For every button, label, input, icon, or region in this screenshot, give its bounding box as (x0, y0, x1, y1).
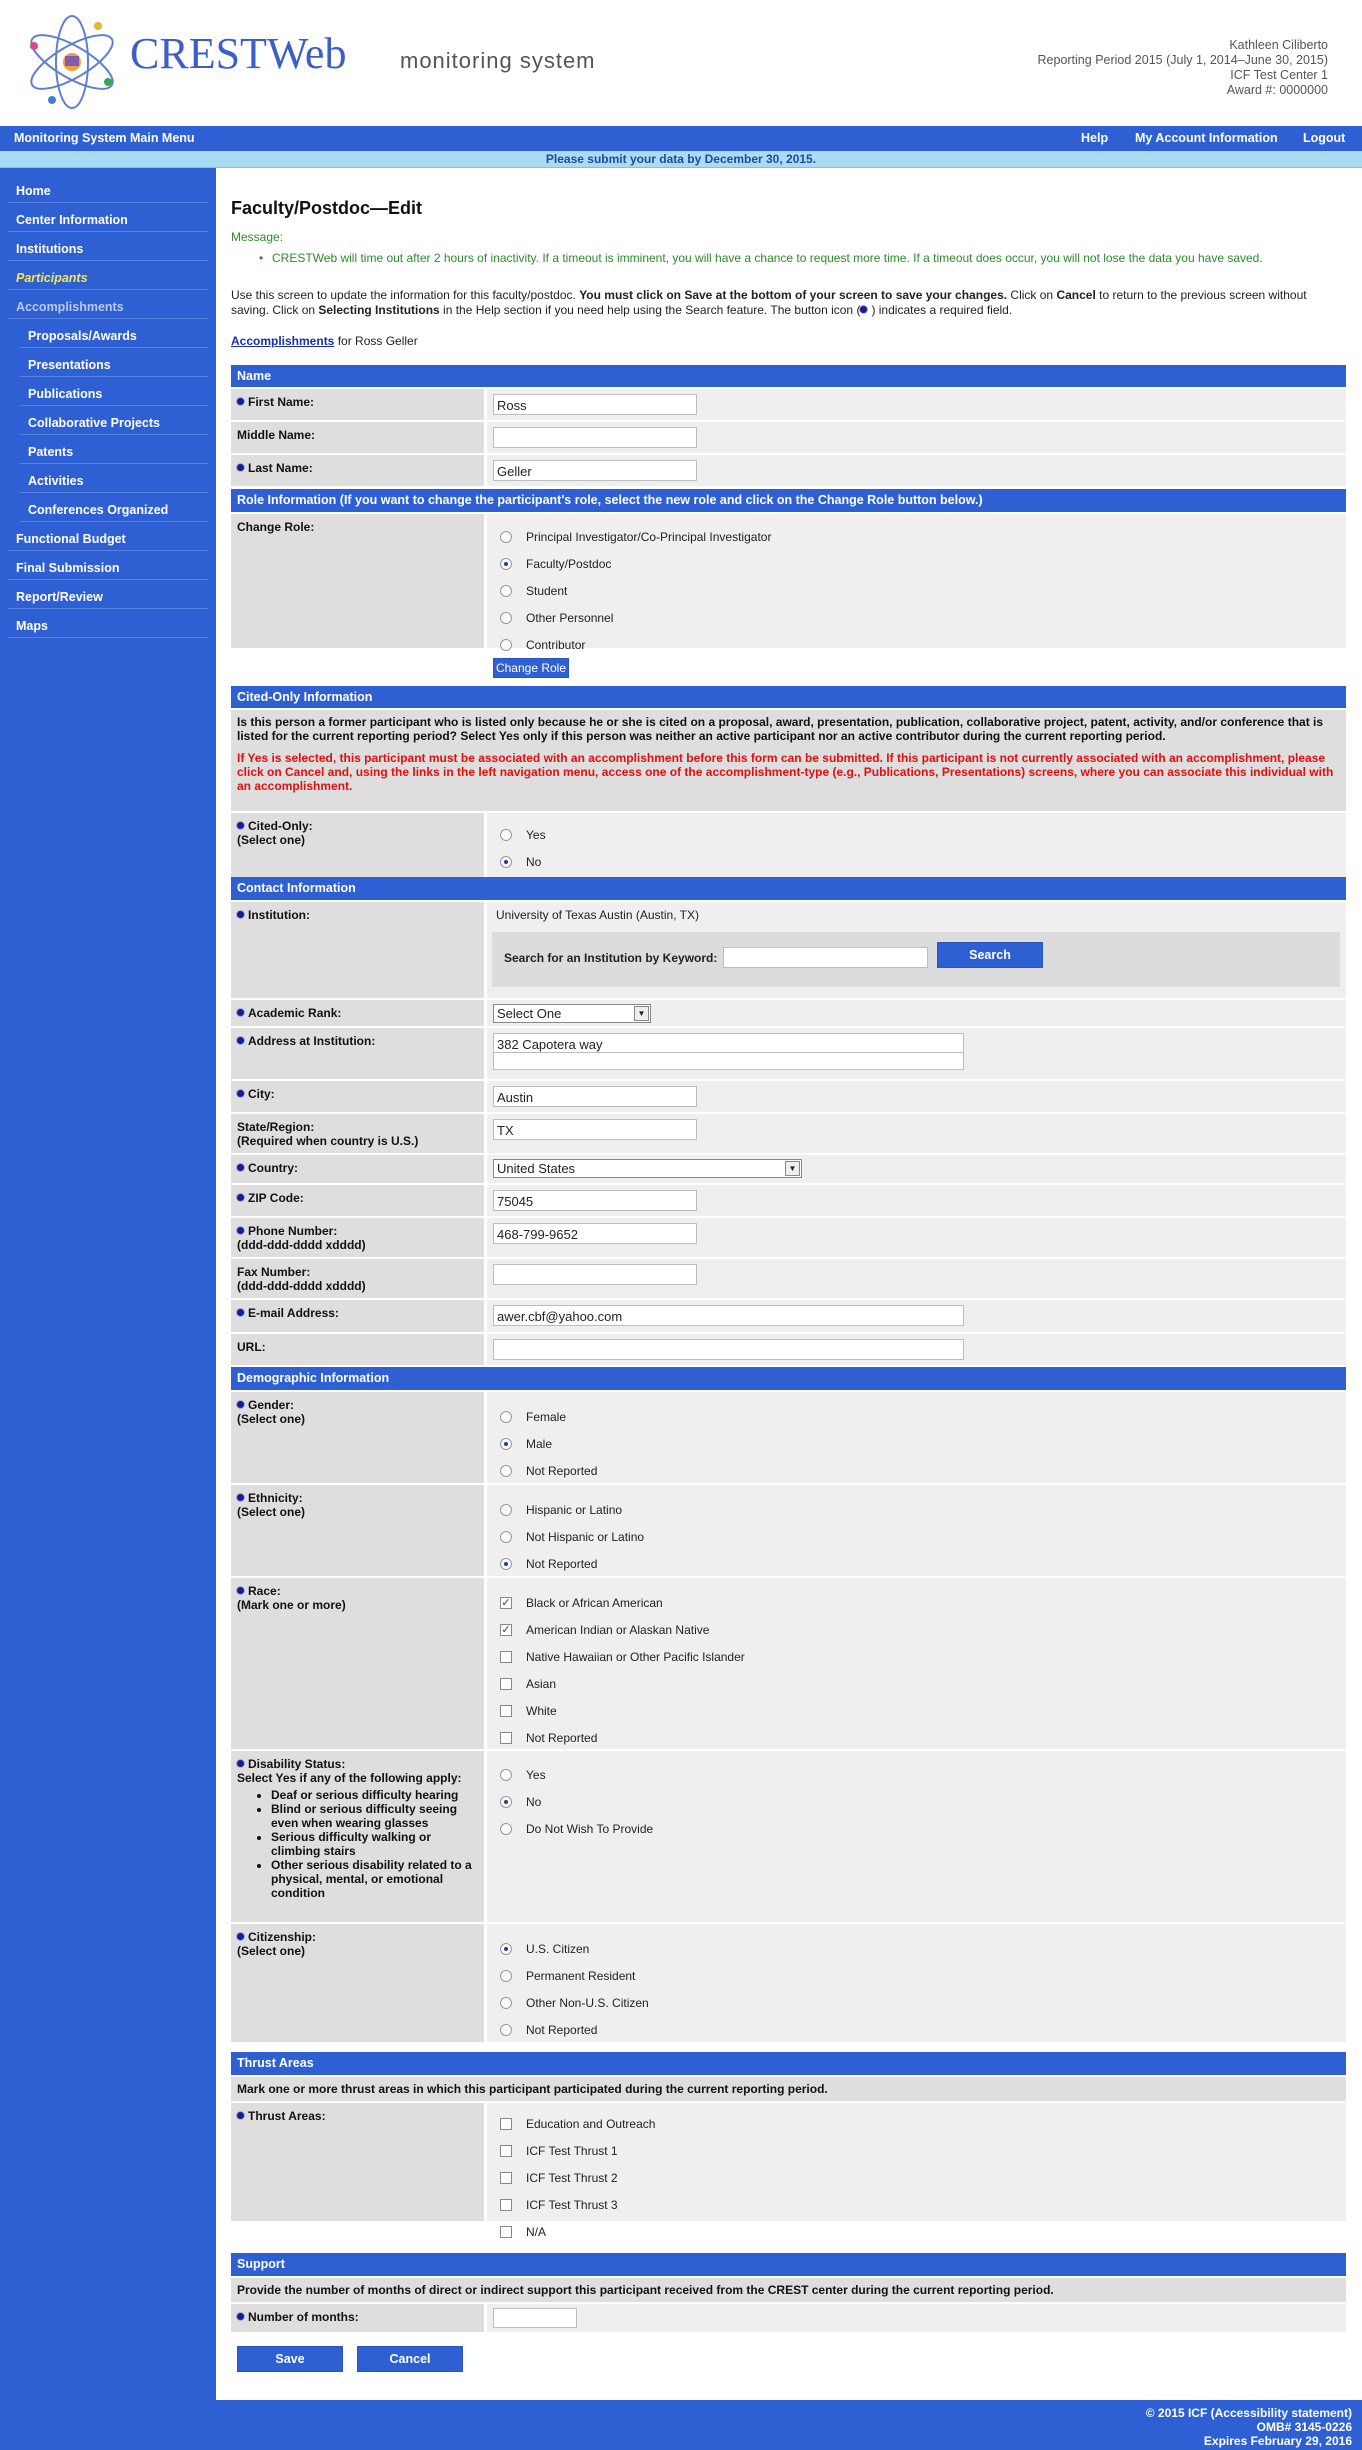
country-select[interactable] (493, 1159, 802, 1178)
required-icon (237, 908, 248, 922)
race-option-label: American Indian or Alaskan Native (526, 1623, 710, 1637)
race-option-label: Asian (526, 1677, 557, 1691)
intro-part: ) indicates a required field. (871, 303, 1013, 317)
cited-warning: If Yes is selected, this participant must be associated with an accomplishment before this form can be submitted. If this participant is not currently associated with an accomplishment, please click on Cancel and, using the links in the left navigation menu, access one of the accomplishment-type (e.g., Publications, Presentations) screens, where you can associate this individual with an accomplishment. (237, 751, 1334, 793)
citizenship-label (231, 1924, 484, 2042)
cited-option-label: Yes (526, 828, 546, 842)
race-label (231, 1578, 484, 1749)
zip-input[interactable]: 75045 (493, 1190, 697, 1211)
intro-bold: Selecting Institutions (318, 303, 440, 317)
radio-button[interactable] (500, 531, 512, 543)
radio-button-selected[interactable] (500, 1438, 512, 1450)
disability-option-label: No (526, 1795, 542, 1809)
required-icon (237, 395, 248, 409)
state-label (231, 1114, 484, 1153)
radio-button-selected[interactable] (500, 1943, 512, 1955)
email-input[interactable]: awer.cbf@yahoo.com (493, 1305, 964, 1326)
address-line1-input[interactable]: 382 Capotera way (493, 1033, 964, 1054)
citizenship-sub: (Select one) (237, 1944, 306, 1958)
race-option-label: Native Hawaiian or Other Pacific Islander (526, 1650, 745, 1664)
checkbox[interactable] (500, 2118, 512, 2130)
change-role-label: Change Role: (231, 514, 484, 648)
ethnicity-option-label: Not Hispanic or Latino (526, 1530, 645, 1544)
ethnicity-label-text: Ethnicity: (248, 1491, 303, 1505)
disability-label-text: Disability Status: (248, 1757, 346, 1771)
cited-only-label (231, 813, 484, 879)
fax-label-text: Fax Number: (237, 1265, 311, 1279)
url-input[interactable] (493, 1339, 964, 1360)
required-icon (237, 1584, 248, 1598)
radio-button[interactable] (500, 1769, 512, 1781)
accomplishments-link[interactable]: Accomplishments (231, 334, 335, 348)
role-option-label: Contributor (526, 638, 586, 652)
award-number: Award #: 0000000 (1226, 83, 1328, 97)
months-label-text: Number of months: (248, 2310, 359, 2324)
center-name: ICF Test Center 1 (1230, 68, 1328, 82)
sidebar-item-collaborative-projects[interactable]: Collaborative Projects (20, 410, 208, 435)
citizenship-option-label: Not Reported (526, 2023, 598, 2037)
radio-button-selected[interactable] (500, 1558, 512, 1570)
race-option-label: Not Reported (526, 1731, 598, 1745)
page-title: Faculty/Postdoc—Edit (231, 198, 423, 218)
checkbox[interactable] (500, 2199, 512, 2211)
my-account-link[interactable]: My Account Information (1135, 131, 1278, 145)
sidebar-item-participants[interactable]: Participants (8, 265, 208, 290)
zip-label-text: ZIP Code: (248, 1191, 304, 1205)
disability-cell (487, 1751, 1346, 1922)
checkbox[interactable] (500, 1678, 512, 1690)
required-icon (237, 1757, 248, 1771)
chevron-down-icon[interactable]: ▼ (634, 1006, 649, 1021)
sidebar-item-center-info[interactable]: Center Information (8, 207, 208, 232)
checkbox[interactable] (500, 2172, 512, 2184)
institution-search-button[interactable]: Search (937, 942, 1043, 968)
cited-only-label-text: Cited-Only: (248, 819, 313, 833)
address-label (231, 1028, 484, 1079)
required-icon (237, 819, 248, 833)
last-name-label (231, 455, 484, 486)
cited-only-sub: (Select one) (237, 833, 306, 847)
accomplishments-for: for Ross Geller (334, 334, 418, 348)
radio-button[interactable] (500, 585, 512, 597)
disability-criteria-list (237, 1788, 478, 1900)
radio-button[interactable] (500, 1823, 512, 1835)
phone-label (231, 1218, 484, 1257)
middle-name-label: Middle Name: (231, 422, 484, 453)
ethnicity-label (231, 1485, 484, 1576)
middle-name-input[interactable] (493, 427, 697, 448)
citizenship-cell (487, 1924, 1346, 2042)
email-label-text: E-mail Address: (248, 1306, 339, 1320)
city-input[interactable]: Austin (493, 1086, 697, 1107)
race-option-label: Black or African American (526, 1596, 663, 1610)
checkbox[interactable] (500, 1651, 512, 1663)
race-label-text: Race: (248, 1584, 281, 1598)
email-label (231, 1300, 484, 1332)
state-label-text: State/Region: (237, 1120, 315, 1134)
chevron-down-icon[interactable]: ▼ (785, 1161, 800, 1176)
omb-number: OMB# 3145-0226 (1256, 2420, 1352, 2434)
country-label (231, 1155, 484, 1183)
institution-value: University of Texas Austin (Austin, TX) (496, 908, 699, 922)
section-role-header: Role Information (If you want to change the participant's role, select the new role and click on the Change Role button below.) (231, 489, 1346, 512)
disability-criterion: • Other serious disability related to a physical, mental, or emotional condition (271, 1858, 478, 1900)
academic-rank-label-text: Academic Rank: (248, 1006, 342, 1020)
required-icon (237, 1930, 248, 1944)
radio-button-selected[interactable] (500, 558, 512, 570)
help-link[interactable]: Help (1081, 131, 1109, 145)
page-header (0, 0, 1362, 126)
checkbox[interactable] (500, 2226, 512, 2238)
citizenship-option-label: Permanent Resident (526, 1969, 636, 1983)
required-icon (237, 1191, 248, 1205)
gender-cell (487, 1392, 1346, 1483)
sidebar-item-functional-budget[interactable]: Functional Budget (8, 526, 208, 551)
gender-label (231, 1392, 484, 1483)
first-name-label-text: First Name: (248, 395, 315, 409)
brand-subtitle: monitoring system (400, 48, 596, 73)
radio-button[interactable] (500, 1411, 512, 1423)
main-content (216, 168, 1362, 2400)
radio-button[interactable] (500, 829, 512, 841)
role-option-label: Student (526, 584, 568, 598)
institution-label-text: Institution: (248, 908, 310, 922)
months-label (231, 2304, 484, 2332)
academic-rank-label (231, 1000, 484, 1026)
citizenship-option-label: Other Non-U.S. Citizen (526, 1996, 649, 2010)
sidebar-item-accomplishments: Accomplishments (8, 294, 208, 319)
race-sub: (Mark one or more) (237, 1598, 346, 1612)
country-value: United States (497, 1161, 576, 1176)
race-option-label: White (526, 1704, 557, 1718)
state-input[interactable]: TX (493, 1119, 697, 1140)
ethnicity-sub: (Select one) (237, 1505, 306, 1519)
required-icon (237, 1006, 248, 1020)
citizenship-label-text: Citizenship: (248, 1930, 316, 1944)
message-label: Message: (231, 230, 284, 244)
disability-criterion: • Blind or serious difficulty seeing even when wearing glasses (271, 1802, 478, 1830)
required-icon (237, 1224, 248, 1238)
city-label (231, 1081, 484, 1112)
first-name-label (231, 389, 484, 420)
radio-button[interactable] (500, 639, 512, 651)
ethnicity-option-label: Not Reported (526, 1557, 598, 1571)
intro-bold: Cancel (1056, 288, 1096, 302)
academic-rank-value: Select One (497, 1006, 562, 1021)
cancel-button[interactable]: Cancel (357, 2346, 463, 2372)
fax-label (231, 1259, 484, 1298)
first-name-input[interactable]: Ross (493, 394, 697, 415)
institution-search-input[interactable] (723, 947, 928, 968)
required-icon (237, 1034, 248, 1048)
ethnicity-option-label: Hispanic or Latino (526, 1503, 623, 1517)
radio-button[interactable] (500, 1970, 512, 1982)
intro-part: Click on (1007, 288, 1057, 302)
radio-button-selected[interactable] (500, 856, 512, 868)
academic-rank-select[interactable] (493, 1004, 651, 1023)
checkbox-checked[interactable]: ✓ (501, 1624, 511, 1636)
sidebar-nav (0, 168, 216, 2400)
thrust-option-label: Education and Outreach (526, 2117, 656, 2131)
last-name-label-text: Last Name: (248, 461, 313, 475)
required-icon (237, 1087, 248, 1101)
phone-sub: (ddd-ddd-dddd xdddd) (237, 1238, 366, 1252)
copyright-link[interactable]: © 2015 ICF (Accessibility statement) (1145, 2406, 1352, 2420)
thrust-areas-label-text: Thrust Areas: (248, 2109, 326, 2123)
save-button[interactable]: Save (237, 2346, 343, 2372)
institution-label (231, 902, 484, 998)
cited-question-block (231, 710, 1346, 811)
checkbox-checked[interactable]: ✓ (501, 1597, 511, 1609)
role-option-label: Other Personnel (526, 611, 614, 625)
main-menu-bar (0, 126, 1362, 151)
months-cell (487, 2304, 1346, 2332)
change-role-button[interactable]: Change Role (493, 658, 569, 678)
section-cited-header: Cited-Only Information (231, 686, 1346, 708)
sidebar-item-conferences[interactable]: Conferences Organized (20, 497, 208, 522)
crest-atom-logo (22, 12, 122, 112)
disability-option-label: Do Not Wish To Provide (526, 1822, 654, 1836)
required-icon (237, 1398, 248, 1412)
phone-input[interactable]: 468-799-9652 (493, 1223, 697, 1244)
thrust-option-label: ICF Test Thrust 2 (526, 2171, 618, 2185)
accomplishments-line (231, 334, 418, 348)
radio-button[interactable] (500, 1997, 512, 2009)
country-label-text: Country: (248, 1161, 298, 1175)
sidebar-item-patents[interactable]: Patents (20, 439, 208, 464)
institution-search-label: Search for an Institution by Keyword: (504, 951, 718, 965)
gender-sub: (Select one) (237, 1412, 306, 1426)
checkbox[interactable] (500, 1705, 512, 1717)
intro-bold: You must click on Save at the bottom of your screen to save your changes. (579, 288, 1008, 302)
sidebar-item-maps[interactable]: Maps (8, 613, 208, 638)
radio-button[interactable] (500, 1504, 512, 1516)
main-menu-title[interactable]: Monitoring System Main Menu (14, 131, 195, 145)
sidebar-item-publications[interactable]: Publications (20, 381, 208, 406)
disability-criterion: • Serious difficulty walking or climbing stairs (271, 1830, 478, 1858)
url-label: URL: (231, 1334, 484, 1365)
address-label-text: Address at Institution: (248, 1034, 376, 1048)
section-thrust-header: Thrust Areas (231, 2052, 1346, 2075)
disability-option-label: Yes (526, 1768, 546, 1782)
sidebar-item-home[interactable]: Home (8, 178, 208, 203)
gender-option-label: Male (526, 1437, 553, 1451)
section-contact-header: Contact Information (231, 877, 1346, 900)
intro-part: Use this screen to update the information for this faculty/postdoc. (231, 288, 580, 302)
role-option-label: Principal Investigator/Co-Principal Investigator (526, 530, 772, 544)
section-name-header: Name (231, 365, 1346, 387)
checkbox[interactable] (500, 2145, 512, 2157)
thrust-areas-label (231, 2103, 484, 2221)
required-icon (237, 461, 248, 475)
disability-label (231, 1751, 484, 1922)
thrust-option-label: ICF Test Thrust 1 (526, 2144, 618, 2158)
fax-sub: (ddd-ddd-dddd xdddd) (237, 1279, 366, 1293)
gender-label-text: Gender: (248, 1398, 295, 1412)
cited-options-cell (487, 813, 1346, 879)
section-support-header: Support (231, 2253, 1346, 2276)
radio-button-selected[interactable] (500, 1796, 512, 1808)
gender-option-label: Female (526, 1410, 567, 1424)
disability-criterion: • Deaf or serious difficulty hearing (271, 1788, 478, 1802)
city-label-text: City: (248, 1087, 275, 1101)
zip-label (231, 1185, 484, 1216)
disability-sub: Select Yes if any of the following apply: (237, 1771, 462, 1785)
required-icon (860, 303, 871, 317)
expiry-date: Expires February 29, 2016 (1203, 2434, 1352, 2448)
radio-button[interactable] (500, 612, 512, 624)
deadline-notice: Please submit your data by December 30, 2015. (0, 151, 1362, 168)
cited-question: Is this person a former participant who is listed only because he or she is cited on a proposal, award, presentation, publication, collaborative project, patent, activity, and/or conference that is listed for the current reporting period? Select Yes only if this person was neither an active participant nor an active contributor during the current reporting period. (237, 715, 1324, 743)
role-option-label: Faculty/Postdoc (526, 557, 612, 571)
brand-title: CRESTWeb (130, 29, 347, 78)
sidebar-item-final-submission[interactable]: Final Submission (8, 555, 208, 580)
logout-link[interactable]: Logout (1303, 131, 1346, 145)
intro-part: to return to the previous screen without saving. Click on (231, 288, 1307, 317)
cited-option-label: No (526, 855, 542, 869)
sidebar-item-report-review[interactable]: Report/Review (8, 584, 208, 609)
phone-label-text: Phone Number: (248, 1224, 338, 1238)
thrust-instruction: Mark one or more thrust areas in which this participant participated during the current reporting period. (231, 2077, 1346, 2101)
page-footer (0, 2400, 1362, 2450)
state-sub: (Required when country is U.S.) (237, 1134, 419, 1148)
thrust-option-label: N/A (526, 2225, 547, 2239)
thrust-option-label: ICF Test Thrust 3 (526, 2198, 618, 2212)
intro-part: in the Help section if you need help using the Search feature. The button icon ( (439, 303, 861, 317)
reporting-period: Reporting Period 2015 (July 1, 2014–June 30, 2015) (1037, 53, 1328, 67)
timeout-message: • CRESTWeb will time out after 2 hours of inactivity. If a timeout is imminent, you will have a chance to request more time. If a timeout does occur, you will not lose the data you have saved. (272, 251, 1263, 265)
gender-option-label: Not Reported (526, 1464, 598, 1478)
sidebar-item-presentations[interactable]: Presentations (20, 352, 208, 377)
section-demographic-header: Demographic Information (231, 1367, 1346, 1390)
citizenship-option-label: U.S. Citizen (526, 1942, 590, 1956)
user-info (1038, 38, 1328, 98)
required-icon (237, 1491, 248, 1505)
sidebar-item-institutions[interactable]: Institutions (8, 236, 208, 261)
checkbox[interactable] (500, 1732, 512, 1744)
last-name-input[interactable]: Geller (493, 460, 697, 481)
required-icon (237, 2109, 248, 2123)
radio-button[interactable] (500, 2024, 512, 2036)
address-line2-input[interactable] (493, 1052, 964, 1070)
radio-button[interactable] (500, 1465, 512, 1477)
support-instruction: Provide the number of months of direct or indirect support this participant received from the CREST center during the current reporting period. (231, 2278, 1346, 2302)
sidebar-item-proposals[interactable]: Proposals/Awards (20, 323, 208, 348)
user-name: Kathleen Ciliberto (1229, 38, 1328, 52)
required-icon (237, 1161, 248, 1175)
months-input[interactable] (493, 2308, 577, 2328)
intro-text (231, 288, 1346, 318)
fax-input[interactable] (493, 1264, 697, 1285)
sidebar-item-activities[interactable]: Activities (20, 468, 208, 493)
radio-button[interactable] (500, 1531, 512, 1543)
required-icon (237, 1306, 248, 1320)
required-icon (237, 2310, 248, 2324)
